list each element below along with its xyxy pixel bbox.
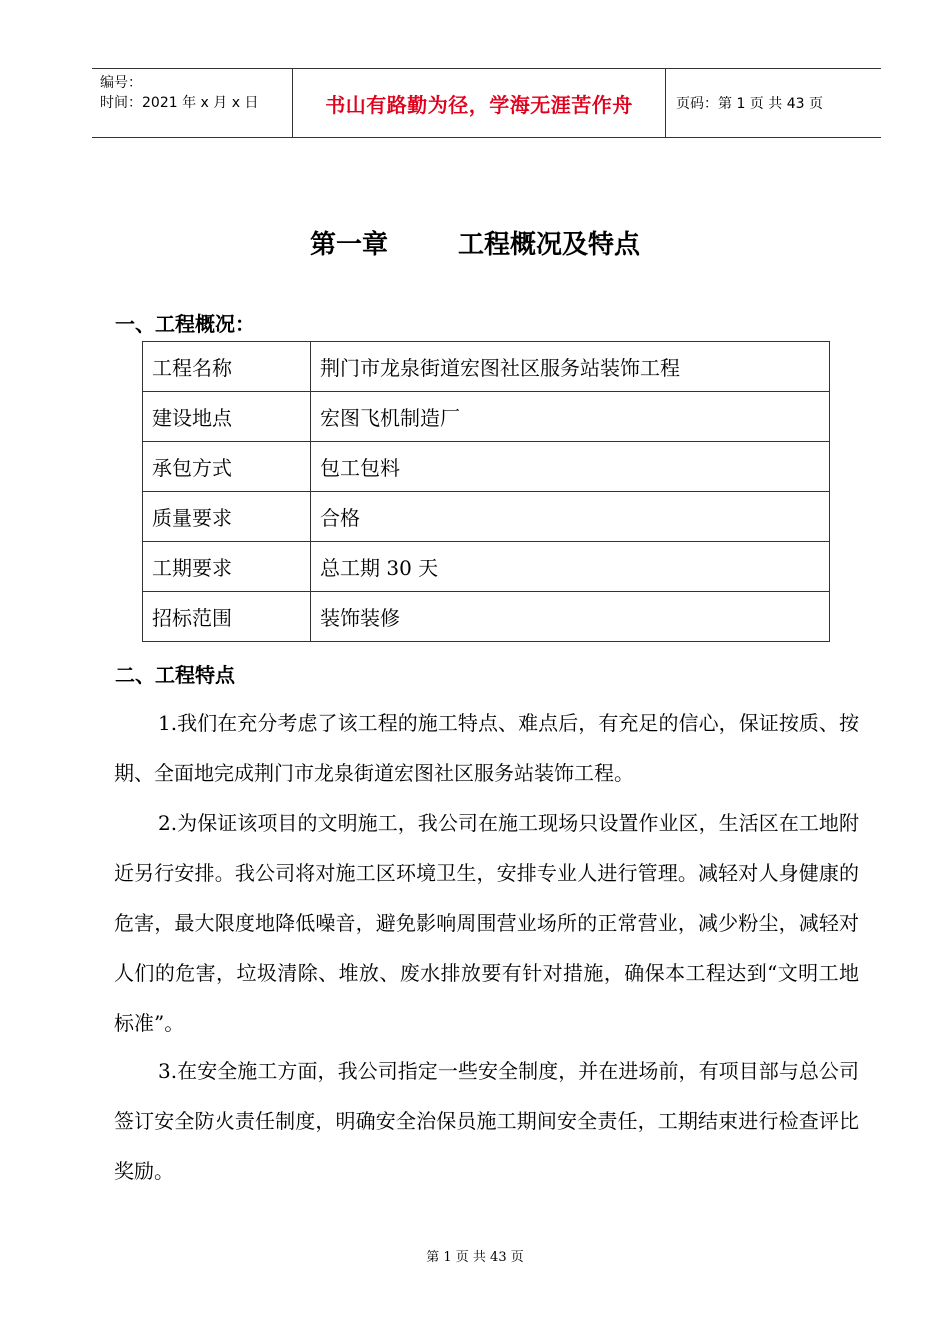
header-page-number: 页码：第 1 页 共 43 页 [676, 96, 823, 112]
section-heading-features: 二、工程特点 [115, 663, 235, 687]
table-cell-label: 质量要求 [143, 492, 311, 542]
table-cell-value: 装饰装修 [311, 592, 830, 642]
header-motto: 书山有路勤为径，学海无涯苦作舟 [293, 69, 666, 137]
table-cell-value: 包工包料 [311, 442, 830, 492]
table-cell-value: 合格 [311, 492, 830, 542]
feature-paragraph-1: 1.我们在充分考虑了该工程的施工特点、难点后，有充足的信心，保证按质、按期、全面地完成荆门市龙泉街道宏图社区服务站装饰工程。 [114, 711, 859, 785]
table-row [143, 342, 830, 392]
document-number-label: 编号： [100, 75, 142, 91]
chapter-number: 第一章 [309, 230, 388, 260]
section-heading-overview: 一、工程概况： [115, 312, 255, 336]
table-row [143, 592, 830, 642]
chapter-name: 工程概况及特点 [458, 230, 641, 260]
table-cell-label: 招标范围 [143, 592, 311, 642]
chapter-title [0, 224, 950, 261]
feature-paragraph-2: 2.为保证该项目的文明施工，我公司在施工现场只设置作业区，生活区在工地附近另行安排。我公司将对施工区环境卫生，安排专业人进行管理。减轻对人身健康的危害，最大限度地降低噪音，避免影响周围营业场所的正常营业，减少粉尘，减轻对人们的危害，垃圾清除、堆放、废水排放要有针对措施，确保本工程达到“文明工地标准”。 [114, 811, 859, 1035]
header-meta [92, 69, 293, 137]
table-cell-label: 承包方式 [143, 442, 311, 492]
table-row [143, 392, 830, 442]
table-cell-label: 工程名称 [143, 342, 311, 392]
table-cell-value: 总工期 30 天 [311, 542, 830, 592]
table-cell-value: 荆门市龙泉街道宏图社区服务站装饰工程 [311, 342, 830, 392]
table-row [143, 492, 830, 542]
table-row [143, 542, 830, 592]
table-row [143, 442, 830, 492]
feature-paragraph-3: 3.在安全施工方面，我公司指定一些安全制度，并在进场前，有项目部与总公司签订安全防火责任制度，明确安全治保员施工期间安全责任，工期结束进行检查评比奖励。 [114, 1059, 859, 1183]
project-overview-table [142, 341, 830, 642]
table-cell-label: 建设地点 [143, 392, 311, 442]
table-cell-label: 工期要求 [143, 542, 311, 592]
table-cell-value: 宏图飞机制造厂 [311, 392, 830, 442]
page-footer: 第 1 页 共 43 页 [426, 1250, 524, 1265]
page-header [92, 68, 881, 138]
document-time-label: 时间：2021 年 x 月 x 日 [100, 95, 259, 111]
